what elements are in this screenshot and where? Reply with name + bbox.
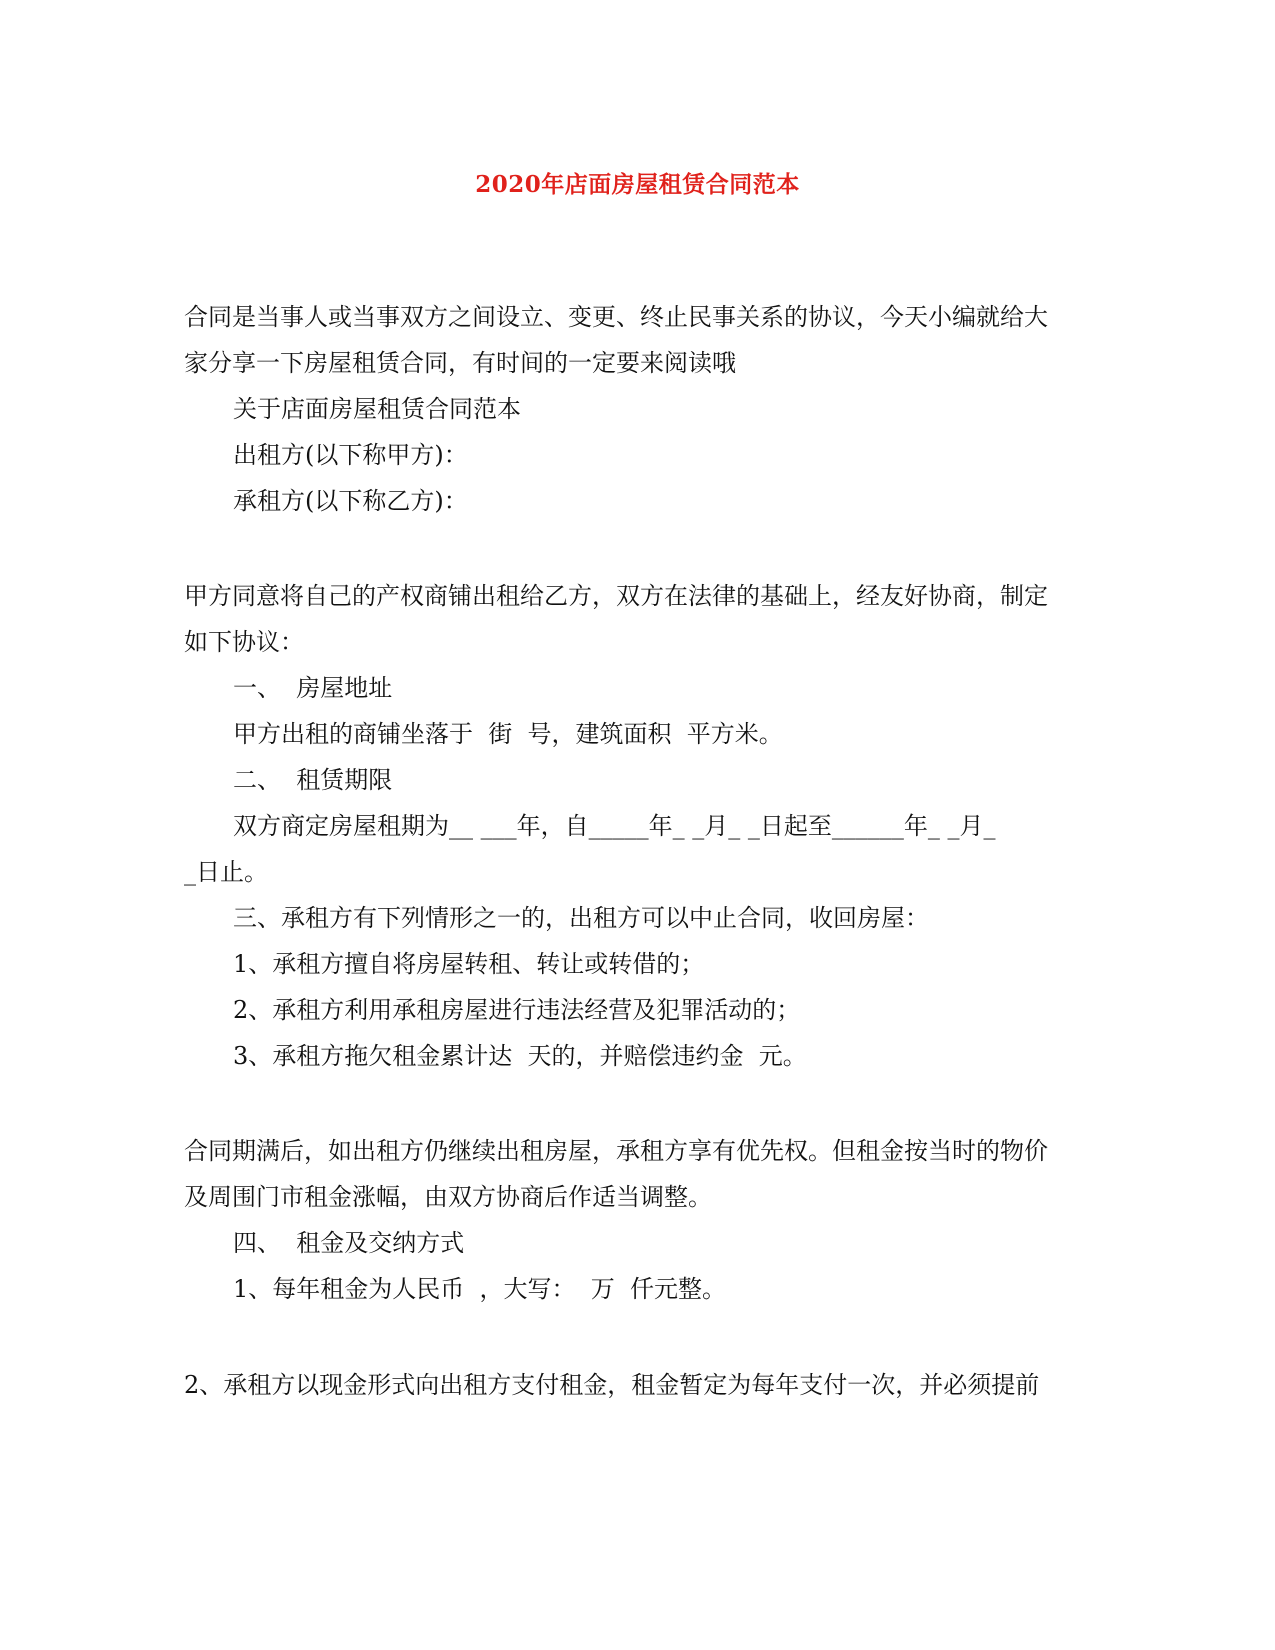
- list-item-termination-1: 1、承租方擅自将房屋转租、转让或转借的；: [233, 950, 705, 978]
- document-title: 2020年店面房屋租赁合同范本: [475, 171, 800, 198]
- list-item-termination-3: 3、承租方拖欠租金累计达 天的，并赔偿违约金 元。: [233, 1042, 807, 1070]
- paragraph-lessee: 承租方(以下称乙方)：: [233, 487, 468, 515]
- paragraph-lessor: 出租方(以下称甲方)：: [233, 441, 468, 469]
- section-heading-termination: 三、承租方有下列情形之一的，出租方可以中止合同，收回房屋：: [233, 904, 929, 932]
- paragraph-intro-line-1: 合同是当事人或当事双方之间设立、变更、终止民事关系的协议，今天小编就给大: [184, 303, 1048, 331]
- paragraph-address: 甲方出租的商铺坐落于 街 号，建筑面积 平方米。: [233, 720, 783, 748]
- paragraph-renewal-line-2: 及周围门市租金涨幅，由双方协商后作适当调整。: [184, 1183, 712, 1211]
- section-heading-rent: 四、 租金及交纳方式: [233, 1229, 465, 1257]
- paragraph-agreement-line-2: 如下协议：: [184, 628, 304, 656]
- paragraph-agreement-line-1: 甲方同意将自己的产权商铺出租给乙方，双方在法律的基础上，经友好协商，制定: [184, 582, 1048, 610]
- paragraph-term-line-1: 双方商定房屋租期为__ ___年，自_____年_ _月_ _日起至______年_ _月_: [233, 812, 996, 840]
- paragraph-intro-line-2: 家分享一下房屋租赁合同，有时间的一定要来阅读哦: [184, 349, 736, 377]
- list-item-rent-2: 2、承租方以现金形式向出租方支付租金，租金暂定为每年支付一次，并必须提前: [184, 1371, 1040, 1399]
- paragraph-subtitle: 关于店面房屋租赁合同范本: [233, 395, 521, 423]
- list-item-rent-1: 1、每年租金为人民币 ，大写： 万 仟元整。: [233, 1275, 727, 1303]
- paragraph-renewal-line-1: 合同期满后，如出租方仍继续出租房屋，承租方享有优先权。但租金按当时的物价: [184, 1137, 1048, 1165]
- section-heading-address: 一、 房屋地址: [233, 674, 393, 702]
- section-heading-term: 二、 租赁期限: [233, 766, 393, 794]
- paragraph-term-line-2: _日止。: [184, 858, 268, 886]
- list-item-termination-2: 2、承租方利用承租房屋进行违法经营及犯罪活动的；: [233, 996, 801, 1024]
